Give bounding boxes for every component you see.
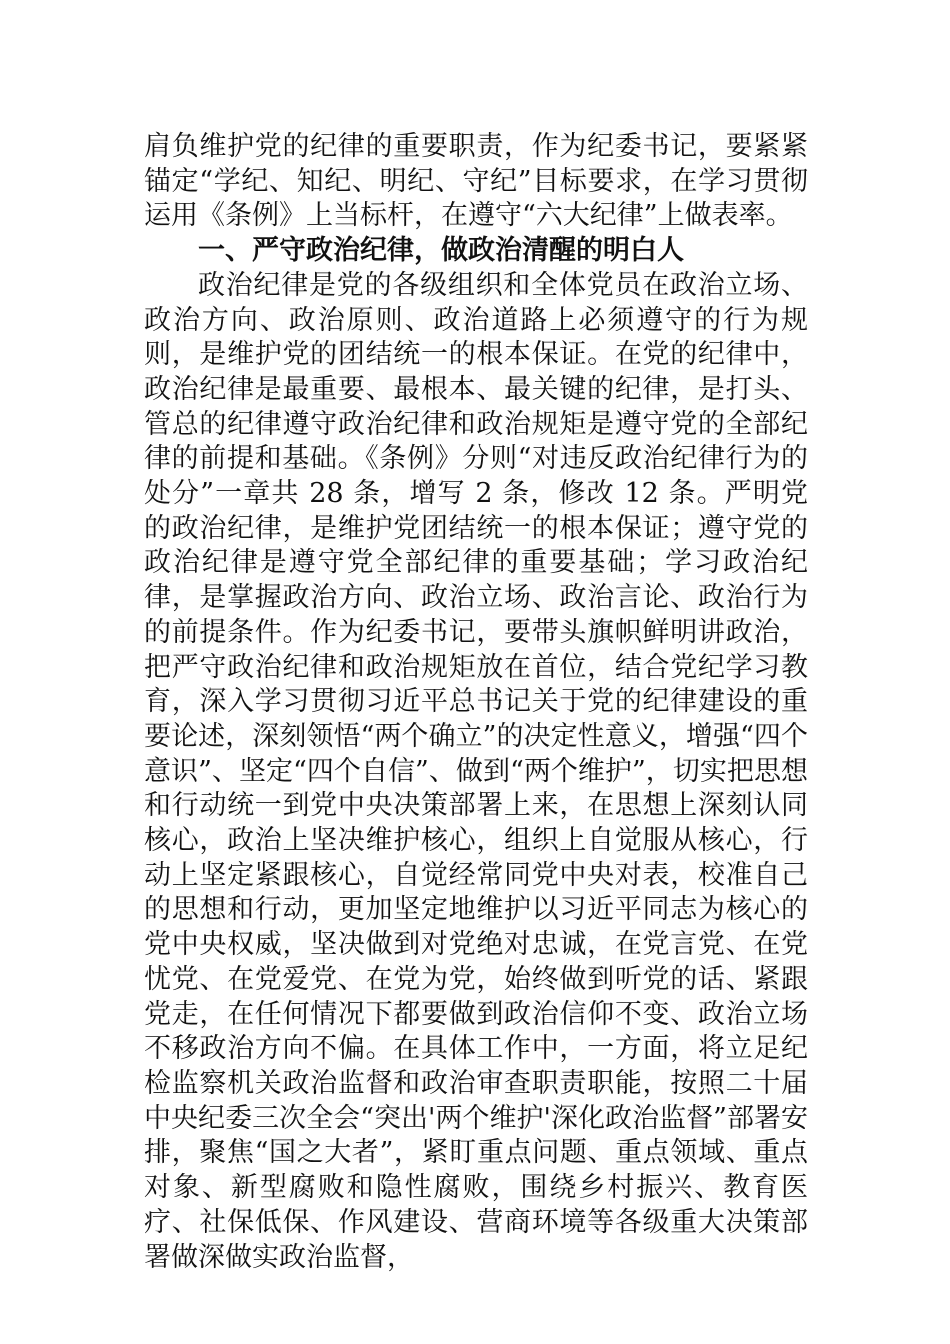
document-body bbox=[144, 130, 808, 1275]
section-heading: 一、严守政治纪律，做政治清醒的明白人 bbox=[198, 235, 684, 267]
opening-paragraph: 肩负维护党的纪律的重要职责，作为纪委书记，要紧紧锚定“学纪、知纪、明纪、守纪”目标要求，在学习贯彻运用《条例》上当标杆，在遵守“六大纪律”上做表率。 bbox=[144, 131, 808, 232]
body-paragraph: 政治纪律是党的各级组织和全体党员在政治立场、政治方向、政治原则、政治道路上必须遵守的行为规则，是维护党的团结统一的根本保证。在党的纪律中，政治纪律是最重要、最根本、最关键的纪律，是打头、管总的纪律遵守政治纪律和政治规矩是遵守党的全部纪律的前提和基础。《条例》分则“对违反政治纪律行为的处分”一章共 28 条，增写 2 条，修改 12 条。严明党的政治纪律，是维护党团结统一的根本保证；遵守党的政治纪律是遵守党全部纪律的重要基础；学习政治纪律，是掌握政治方向、政治立场、政治言论、政治行为的前提条件。作为纪委书记，要带头旗帜鲜明讲政治，把严守政治纪律和政治规矩放在首位，结合党纪学习教育，深入学习贯彻习近平总书记关于党的纪律建设的重要论述，深刻领悟“两个确立”的决定性意义，增强“四个意识”、坚定“四个自信”、做到“两个维护”，切实把思想和行动统一到党中央决策部署上来，在思想上深刻认同核心，政治上坚决维护核心，组织上自觉服从核心，行动上坚定紧跟核心，自觉经常同党中央对表，校准自己的思想和行动，更加坚定地维护以习近平同志为核心的党中央权威，坚决做到对党绝对忠诚，在党言党、在党忧党、在党爱党、在党为党，始终做到听党的话、紧跟党走，在任何情况下都要做到政治信仰不变、政治立场不移政治方向不偏。在具体工作中，一方面，将立足纪检监察机关政治监督和政治审查职责职能，按照二十届中央纪委三次全会“突出'两个维护'深化政治监督”部署安排，聚焦“国之大者”，紧盯重点问题、重点领域、重点对象、新型腐败和隐性腐败，围绕乡村振兴、教育医疗、社保低保、作风建设、营商环境等各级重大决策部署做深做实政治监督， bbox=[144, 269, 808, 1273]
